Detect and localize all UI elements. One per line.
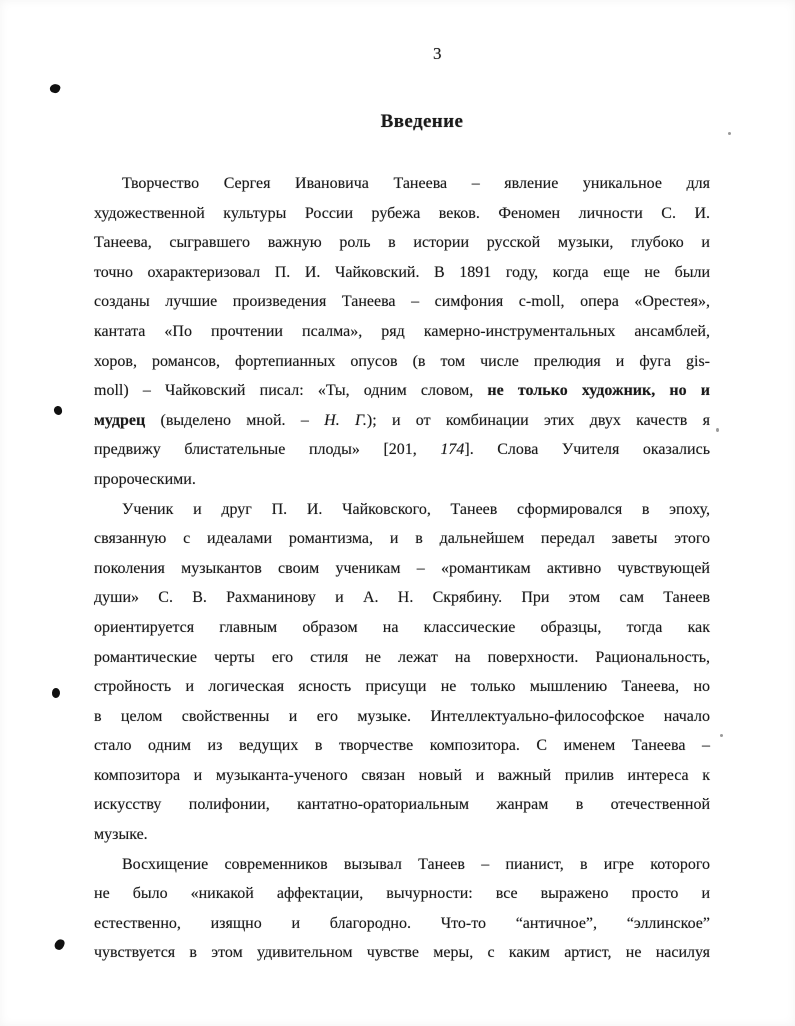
text-line: связанную с идеалами романтизма, и в дальнейшем передал заветы этого [94,530,710,548]
text-line: чувствуется в этом удивительном чувстве меры, с каким артист, не насилуя [94,944,710,962]
text-line: художественной культуры России рубежа веков. Феномен личности С. И. [94,204,710,222]
scan-dot [716,428,719,432]
text-line: хоров, романсов, фортепианных опусов (в том числе прелюдия и фуга gis- [94,352,710,370]
scan-speck [53,938,66,952]
text-line: композитора и музыканта-ученого связан новый и важный прилив интереса к [94,766,710,784]
text-line: moll) – Чайковский писал: «Ты, одним словом, не только художник, но и [94,382,710,400]
text-line: Восхищение современников вызывал Танеев – пианист, в игре которого [122,855,710,873]
text-line: искусству полифонии, кантатно-ораториальным жанрам в отечественной [94,796,710,814]
scan-speck [53,405,62,415]
text-line: души» С. В. Рахманинову и А. Н. Скрябину. При этом сам Танеев [94,589,710,607]
text-line: поколения музыкантов своим ученикам – «романтикам активно чувствующей [94,559,710,577]
text-line: Ученик и друг П. И. Чайковского, Танеев сформировался в эпоху, [122,500,710,518]
text-line: стало одним из ведущих в творчестве композитора. С именем Танеева – [94,737,710,755]
scan-dot [720,734,723,737]
section-title: Введение [380,111,464,132]
text-line: точно охарактеризовал П. И. Чайковский. В 1891 году, когда еще не были [94,263,710,281]
text-line: предвижу блистательные плоды» [201, 174]. Слова Учителя оказались [94,441,711,459]
title-row [94,111,710,133]
text-line: мудрец (выделено мной. – Н. Г.); и от комбинации этих двух качеств я [94,411,710,429]
document-body [94,169,710,968]
text-line: музыке. [94,826,148,844]
scan-speck [49,83,61,95]
text-line: стройность и логическая ясность присущи не только мышлению Танеева, но [94,678,710,696]
scan-dot [728,132,731,135]
scan-speck [52,688,61,699]
text-line: Творчество Сергея Ивановича Танеева – явление уникальное для [122,175,710,192]
text-line: в целом свойственны и его музыке. Интеллектуально-философское начало [94,707,710,725]
text-line: естественно, изящно и благородно. Что-то “античное”, “эллинское” [94,914,710,932]
text-line: романтические черты его стиля не лежат на поверхности. Рациональность, [94,648,710,666]
text-line: ориентируется главным образом на классические образцы, тогда как [94,618,710,636]
text-line: Танеева, сыгравшего важную роль в истории русской музыки, глубоко и [94,234,710,252]
text-line: созданы лучшие произведения Танеева – симфония c-moll, опера «Орестея», [94,293,710,311]
text-line: пророческими. [94,470,196,488]
text-line: не было «никакой аффектации, вычурности: все выражено просто и [94,885,710,903]
page-number: 3 [433,44,442,63]
text-line: кантата «По прочтении псалма», ряд камерно-инструментальных ансамблей, [94,322,710,340]
